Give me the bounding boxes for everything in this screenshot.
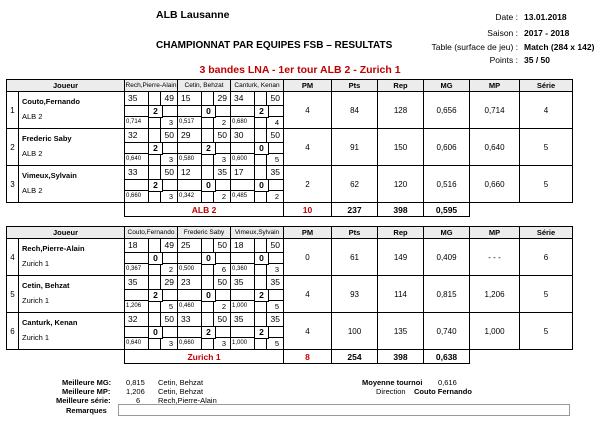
match-average: 0,600 — [232, 156, 248, 162]
match-points-scored: 35 — [128, 93, 138, 103]
match-target: 35 — [270, 277, 281, 287]
match-average: 1,000 — [232, 340, 248, 346]
team-total-mg: 0,638 — [424, 350, 470, 364]
player-name: Canturk, Kenan — [22, 318, 78, 327]
best-mg-name: Cetin, Behzat — [158, 378, 204, 387]
match-points-box: 2 — [148, 105, 163, 118]
match-points-scored: 34 — [234, 93, 244, 103]
team-total-rep: 398 — [378, 203, 424, 217]
player-serie: 5 — [520, 313, 573, 350]
table-label: Table (surface de jeu) : — [431, 42, 518, 52]
match-target: 35 — [270, 314, 281, 324]
player-mg: 0,409 — [424, 239, 470, 276]
player-cell — [19, 166, 125, 203]
match-target: 50 — [270, 130, 281, 140]
player-pm: 4 — [284, 92, 332, 129]
remarks-label: Remarques — [66, 406, 107, 415]
header-pts: Pts — [332, 80, 378, 92]
player-pm: 0 — [284, 239, 332, 276]
player-name: Couto,Fernando — [22, 97, 80, 106]
remarks-field[interactable] — [118, 404, 570, 416]
match-target: 50 — [164, 314, 175, 324]
results-table-team-1 — [6, 79, 573, 217]
player-pts: 62 — [332, 166, 378, 203]
match-target: 50 — [270, 240, 281, 250]
player-pm: 4 — [284, 129, 332, 166]
player-rep: 120 — [378, 166, 424, 203]
match-target: 50 — [270, 93, 281, 103]
moyenne-value: 0,616 — [438, 378, 457, 387]
player-row — [7, 166, 573, 203]
player-pm: 4 — [284, 276, 332, 313]
player-mg: 0,656 — [424, 92, 470, 129]
match-target: 29 — [164, 277, 175, 287]
match-cell — [125, 92, 178, 129]
player-index: 2 — [7, 129, 19, 166]
player-mp: 0,640 — [470, 129, 520, 166]
header-pm: PM — [284, 227, 332, 239]
player-serie: 5 — [520, 166, 573, 203]
team-total-rep: 398 — [378, 350, 424, 364]
match-points-scored: 29 — [181, 130, 191, 140]
best-mp-label: Meilleure MP: — [62, 387, 111, 396]
player-pts: 100 — [332, 313, 378, 350]
header-player: Joueur — [7, 227, 125, 239]
match-average: 0,342 — [179, 193, 195, 199]
match-cell — [125, 276, 178, 313]
header-mp: MP — [470, 80, 520, 92]
match-points-box: 2 — [254, 289, 269, 302]
match-high-run: 3 — [168, 192, 174, 201]
match-high-run: 3 — [168, 155, 174, 164]
match-target: 35 — [270, 167, 281, 177]
player-pts: 93 — [332, 276, 378, 313]
player-club: ALB 2 — [22, 186, 43, 195]
player-index: 4 — [7, 239, 19, 276]
header-rep: Rep — [378, 227, 424, 239]
match-average: 0,367 — [126, 266, 142, 272]
match-average: 0,714 — [126, 119, 142, 125]
match-points-scored: 33 — [181, 314, 191, 324]
team-total-pm: 8 — [284, 350, 332, 364]
match-target: 50 — [217, 240, 228, 250]
match-points-box: 2 — [201, 326, 216, 339]
match-high-run: 5 — [274, 339, 280, 348]
header-mg: MG — [424, 80, 470, 92]
player-name: Rech,Pierre-Alain — [22, 244, 85, 253]
match-cell — [178, 92, 231, 129]
player-index: 1 — [7, 92, 19, 129]
match-cell — [178, 276, 231, 313]
best-serie-name: Rech,Pierre-Alain — [158, 396, 217, 405]
match-high-run: 2 — [274, 192, 280, 201]
player-pts: 91 — [332, 129, 378, 166]
match-high-run: 2 — [221, 118, 227, 127]
player-row — [7, 239, 573, 276]
header-serie: Série — [520, 227, 573, 239]
player-mg: 0,516 — [424, 166, 470, 203]
match-points-box: 2 — [254, 326, 269, 339]
team-total-name: ALB 2 — [125, 203, 284, 217]
match-points-box: 2 — [148, 289, 163, 302]
player-mp: 1,000 — [470, 313, 520, 350]
match-points-scored: 25 — [181, 240, 191, 250]
points-value: 35 / 50 — [524, 55, 550, 65]
match-points-box: 0 — [254, 179, 269, 192]
match-target: 50 — [217, 277, 228, 287]
match-target: 49 — [164, 240, 175, 250]
player-pts: 61 — [332, 239, 378, 276]
match-high-run: 3 — [168, 339, 174, 348]
match-points-box: 2 — [148, 179, 163, 192]
match-points-scored: 30 — [234, 130, 244, 140]
player-index: 6 — [7, 313, 19, 350]
saison-label: Saison : — [487, 28, 518, 38]
player-pm: 2 — [284, 166, 332, 203]
best-mp-value: 1,206 — [126, 387, 145, 396]
competition-subtitle: 3 bandes LNA - 1er tour ALB 2 - Zurich 1 — [199, 64, 401, 76]
player-name: Vimeux,Sylvain — [22, 171, 77, 180]
match-cell — [231, 276, 284, 313]
match-high-run: 2 — [221, 192, 227, 201]
player-club: ALB 2 — [22, 112, 43, 121]
team-total-pts: 237 — [332, 203, 378, 217]
header-pm: PM — [284, 80, 332, 92]
match-points-scored: 33 — [128, 167, 138, 177]
match-cell — [178, 313, 231, 350]
page-title: CHAMPIONNAT PAR EQUIPES FSB – RESULTATS — [156, 40, 393, 51]
player-row — [7, 92, 573, 129]
match-points-box: 0 — [201, 179, 216, 192]
match-points-box: 0 — [254, 142, 269, 155]
match-target: 29 — [217, 93, 228, 103]
player-pm: 4 — [284, 313, 332, 350]
match-points-scored: 15 — [181, 93, 191, 103]
match-points-scored: 18 — [234, 240, 244, 250]
match-cell — [125, 129, 178, 166]
player-pts: 84 — [332, 92, 378, 129]
player-cell — [19, 129, 125, 166]
match-high-run: 6 — [221, 265, 227, 274]
match-points-scored: 35 — [128, 277, 138, 287]
best-serie-value: 6 — [136, 396, 141, 405]
match-average: 0,460 — [179, 303, 195, 309]
match-high-run: 3 — [221, 339, 227, 348]
match-average: 1,206 — [126, 303, 142, 309]
player-mg: 0,815 — [424, 276, 470, 313]
match-average: 0,660 — [126, 193, 142, 199]
player-cell — [19, 276, 125, 313]
player-mp: 0,714 — [470, 92, 520, 129]
header-opponent: Canturk, Kenan — [231, 80, 284, 92]
player-index: 5 — [7, 276, 19, 313]
match-points-scored: 12 — [181, 167, 191, 177]
team-total-mg: 0,595 — [424, 203, 470, 217]
player-mg: 0,740 — [424, 313, 470, 350]
date-value: 13.01.2018 — [524, 12, 567, 22]
match-points-scored: 32 — [128, 314, 138, 324]
match-high-run: 2 — [221, 302, 227, 311]
table-value: Match (284 x 142) — [524, 42, 595, 52]
header-opponent: Cetin, Behzat — [178, 80, 231, 92]
match-average: 0,500 — [179, 266, 195, 272]
match-cell — [178, 239, 231, 276]
player-rep: 149 — [378, 239, 424, 276]
player-name: Cetin, Behzat — [22, 281, 70, 290]
player-serie: 5 — [520, 129, 573, 166]
match-points-scored: 32 — [128, 130, 138, 140]
header-opponent: Rech,Pierre-Alain — [125, 80, 178, 92]
header-pts: Pts — [332, 227, 378, 239]
match-high-run: 3 — [221, 155, 227, 164]
player-mp: 1,206 — [470, 276, 520, 313]
match-high-run: 5 — [274, 155, 280, 164]
player-cell — [19, 239, 125, 276]
player-rep: 128 — [378, 92, 424, 129]
match-high-run: 5 — [168, 302, 174, 311]
match-average: 0,517 — [179, 119, 195, 125]
match-cell — [178, 129, 231, 166]
match-average: 0,680 — [232, 119, 248, 125]
match-high-run: 4 — [274, 118, 280, 127]
match-average: 0,485 — [232, 193, 248, 199]
team-total-pts: 254 — [332, 350, 378, 364]
match-target: 49 — [164, 93, 175, 103]
player-mp: - - - — [470, 239, 520, 276]
match-points-box: 2 — [254, 105, 269, 118]
player-mg: 0,606 — [424, 129, 470, 166]
direction-value: Couto Fernando — [414, 387, 472, 396]
match-average: 0,640 — [126, 156, 142, 162]
match-average: 1,000 — [232, 303, 248, 309]
player-rep: 135 — [378, 313, 424, 350]
player-club: ALB 2 — [22, 149, 43, 158]
points-label: Points : — [489, 55, 518, 65]
match-average: 0,580 — [179, 156, 195, 162]
player-row — [7, 276, 573, 313]
header-rep: Rep — [378, 80, 424, 92]
player-mp: 0,660 — [470, 166, 520, 203]
match-cell — [125, 239, 178, 276]
player-club: Zurich 1 — [22, 333, 50, 342]
header-serie: Série — [520, 80, 573, 92]
match-average: 0,660 — [179, 340, 195, 346]
moyenne-label: Moyenne tournoi — [362, 378, 423, 387]
match-cell — [178, 166, 231, 203]
match-cell — [125, 166, 178, 203]
match-points-box: 0 — [254, 252, 269, 265]
header-opponent: Frederic Saby — [178, 227, 231, 239]
player-club: Zurich 1 — [22, 259, 50, 268]
player-club: Zurich 1 — [22, 296, 50, 305]
date-label: Date : — [495, 12, 518, 22]
match-target: 50 — [164, 167, 175, 177]
match-target: 50 — [164, 130, 175, 140]
match-average: 0,640 — [126, 340, 142, 346]
best-mg-value: 0,815 — [126, 378, 145, 387]
match-cell — [231, 92, 284, 129]
match-points-scored: 18 — [128, 240, 138, 250]
match-cell — [231, 129, 284, 166]
best-mg-label: Meilleure MG: — [62, 378, 112, 387]
best-serie-label: Meilleure série: — [56, 396, 111, 405]
match-points-scored: 35 — [234, 277, 244, 287]
player-rep: 114 — [378, 276, 424, 313]
match-target: 50 — [217, 314, 228, 324]
direction-label: Direction — [376, 387, 406, 396]
header-opponent: Couto,Fernando — [125, 227, 178, 239]
player-name: Frederic Saby — [22, 134, 72, 143]
match-points-scored: 35 — [234, 314, 244, 324]
header-mg: MG — [424, 227, 470, 239]
header-opponent: Vimeux,Sylvain — [231, 227, 284, 239]
match-target: 35 — [217, 167, 228, 177]
player-serie: 6 — [520, 239, 573, 276]
player-cell — [19, 313, 125, 350]
header-mp: MP — [470, 227, 520, 239]
best-mp-name: Cetin, Behzat — [158, 387, 204, 396]
match-cell — [231, 166, 284, 203]
player-row — [7, 313, 573, 350]
player-serie: 5 — [520, 276, 573, 313]
match-points-scored: 23 — [181, 277, 191, 287]
match-cell — [231, 313, 284, 350]
header-player: Joueur — [7, 80, 125, 92]
player-index: 3 — [7, 166, 19, 203]
match-high-run: 3 — [168, 118, 174, 127]
match-average: 0,360 — [232, 266, 248, 272]
player-rep: 150 — [378, 129, 424, 166]
match-points-box: 2 — [148, 142, 163, 155]
results-table-team-2 — [6, 226, 573, 364]
saison-value: 2017 - 2018 — [524, 28, 570, 38]
match-points-box: 0 — [148, 252, 163, 265]
match-high-run: 3 — [274, 265, 280, 274]
match-high-run: 5 — [274, 302, 280, 311]
team-total-name: Zurich 1 — [125, 350, 284, 364]
match-points-box: 0 — [148, 326, 163, 339]
match-target: 50 — [217, 130, 228, 140]
match-points-box: 0 — [201, 252, 216, 265]
player-cell — [19, 92, 125, 129]
player-serie: 4 — [520, 92, 573, 129]
match-points-box: 0 — [201, 105, 216, 118]
match-points-scored: 17 — [234, 167, 244, 177]
player-row — [7, 129, 573, 166]
team-total-pm: 10 — [284, 203, 332, 217]
match-cell — [231, 239, 284, 276]
match-high-run: 2 — [168, 265, 174, 274]
match-cell — [125, 313, 178, 350]
match-points-box: 2 — [201, 142, 216, 155]
match-points-box: 0 — [201, 289, 216, 302]
club-name: ALB Lausanne — [156, 9, 230, 21]
